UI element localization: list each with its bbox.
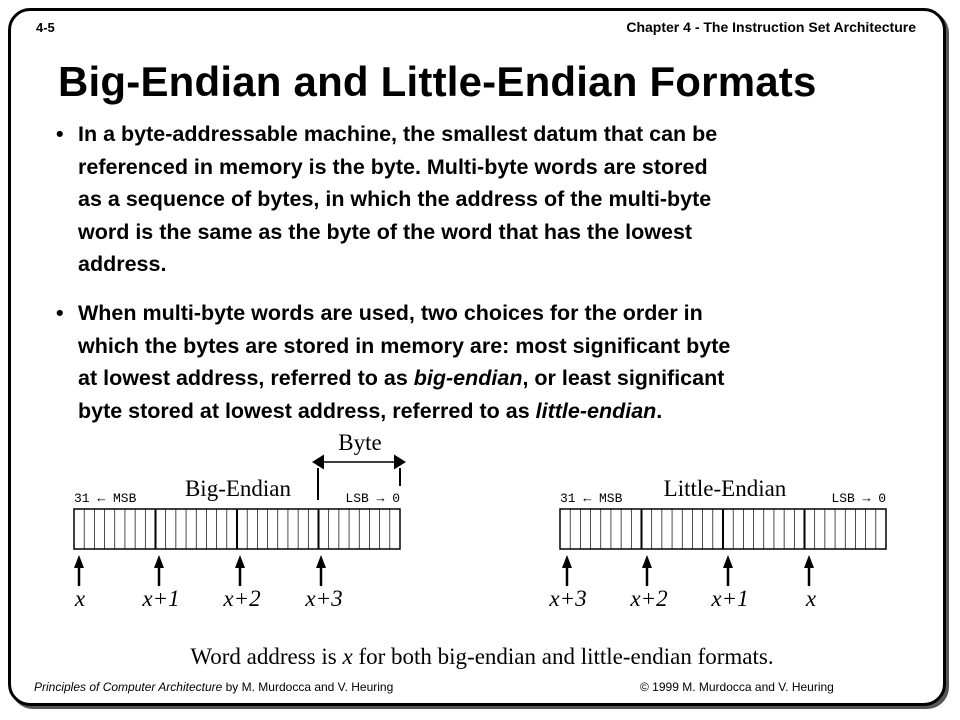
footer-citation (34, 680, 393, 694)
page-title: Big-Endian and Little-Endian Formats (58, 58, 817, 105)
bullet-line: When multi-byte words are used, two choices for the order in (78, 301, 703, 325)
address-arrowhead (235, 555, 245, 568)
byte-dimension (318, 430, 400, 500)
bullet-marker: • (56, 122, 64, 146)
little-endian-register (548, 476, 886, 611)
address-label: x+1 (142, 586, 180, 611)
address-arrowhead (74, 555, 84, 568)
bullet-line: address. (78, 252, 167, 276)
address-label: x+3 (549, 586, 587, 611)
bullet-line: as a sequence of bytes, in which the address of the multi-byte (78, 187, 712, 211)
msb-label: 31 ← MSB (74, 491, 137, 506)
address-arrowhead (154, 555, 164, 568)
bullet-line: which the bytes are stored in memory are: most significant byte (78, 333, 731, 358)
big-endian-label: Big-Endian (184, 476, 292, 501)
caption-variable: x (342, 644, 353, 669)
term-little-endian: little-endian (535, 398, 657, 423)
lsb-label: LSB → 0 (345, 491, 400, 506)
lsb-label: LSB → 0 (831, 491, 886, 506)
register-bits (560, 509, 886, 549)
caption-segment: Word address is (190, 644, 343, 669)
little-endian-label: Little-Endian (663, 476, 787, 501)
book-authors: by M. Murdocca and V. Heuring (222, 680, 394, 694)
address-label: x (805, 586, 817, 611)
text-segment: , or least significant (522, 366, 725, 390)
big-endian-register (74, 476, 400, 611)
address-label: x (74, 586, 86, 611)
byte-label: Byte (338, 430, 382, 455)
address-label: x+2 (223, 586, 261, 611)
address-label: x+2 (630, 586, 668, 611)
diagram-caption (190, 644, 773, 669)
address-arrowhead (723, 555, 733, 568)
text-segment: . (656, 398, 663, 423)
text-segment: byte stored at lowest address, referred to as (78, 398, 536, 423)
address-arrowhead (316, 555, 326, 568)
term-big-endian: big-endian (413, 366, 523, 390)
caption-segment: for both big-endian and little-endian formats. (352, 644, 774, 669)
bullet-line: referenced in memory is the byte. Multi-byte words are stored (78, 154, 708, 179)
chapter-title: Chapter 4 - The Instruction Set Architecture (626, 19, 916, 35)
address-label: x+3 (305, 586, 343, 611)
address-arrowhead (642, 555, 652, 568)
bullet-line: In a byte-addressable machine, the smallest datum that can be (78, 122, 718, 146)
register-bits (74, 509, 400, 549)
footer-copyright: © 1999 M. Murdocca and V. Heuring (640, 680, 834, 694)
address-label: x+1 (711, 586, 749, 611)
bullet-marker: • (56, 301, 64, 325)
address-arrowhead (562, 555, 572, 568)
slide-number: 4-5 (36, 20, 55, 35)
address-arrows (562, 555, 814, 586)
book-title: Principles of Computer Architecture (34, 680, 223, 694)
msb-label: 31 ← MSB (560, 491, 623, 506)
text-segment: at lowest address, referred to as (78, 366, 414, 390)
bullet-line: word is the same as the byte of the word that has the lowest (78, 219, 693, 244)
address-arrowhead (804, 555, 814, 568)
address-arrows (74, 555, 326, 586)
